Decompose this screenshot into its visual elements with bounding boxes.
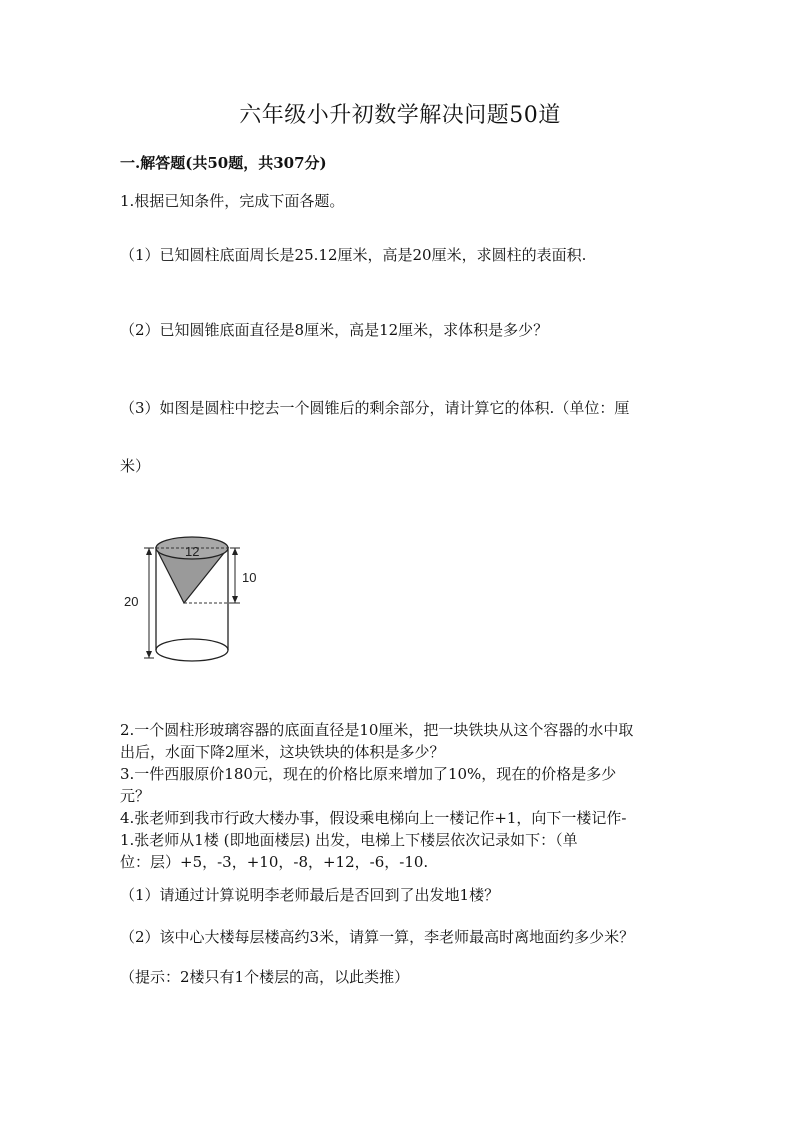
question-4-part-2: （2）该中心大楼每层楼高约3米，请算一算，李老师最高时离地面约多少米？ (120, 928, 635, 946)
question-4-hint: （提示：2楼只有1个楼层的高，以此类推） (120, 968, 410, 986)
cylinder-cone-figure (118, 528, 268, 678)
question-1-part-1: （1）已知圆柱底面周长是25.12厘米，高是20厘米，求圆柱的表面积. (120, 246, 587, 264)
question-1-part-2: （2）已知圆锥底面直径是8厘米，高是12厘米，求体积是多少？ (120, 321, 549, 339)
document-title: 六年级小升初数学解决问题50道 (239, 103, 561, 128)
question-4-part-1: （1）请通过计算说明李老师最后是否回到了出发地1楼？ (120, 886, 500, 904)
question-4-line-3: 位：层）+5，-3，+10，-8，+12，-6，-10. (120, 853, 429, 871)
cylinder-height-label: 20 (124, 594, 139, 609)
question-2-line-1: 2.一个圆柱形玻璃容器的底面直径是10厘米，把一块铁块从这个容器的水中取 (120, 721, 634, 739)
diameter-label: 12 (185, 544, 200, 559)
section-heading: 一.解答题(共50题，共307分) (120, 154, 327, 172)
question-4 (120, 807, 680, 873)
cone-height-label: 10 (242, 570, 257, 585)
question-2-line-2: 出后，水面下降2厘米，这块铁块的体积是多少？ (120, 743, 445, 761)
question-4-line-2: 1.张老师从1楼 (即地面楼层) 出发，电梯上下楼层依次记录如下：（单 (120, 831, 578, 849)
question-3 (120, 763, 680, 807)
question-3-line-2: 元？ (120, 787, 151, 805)
question-1-part-3-line-1: （3）如图是圆柱中挖去一个圆锥后的剩余部分，请计算它的体积.（单位：厘 (120, 399, 630, 417)
question-3-line-1: 3.一件西服原价180元，现在的价格比原来增加了10%，现在的价格是多少 (120, 765, 617, 783)
question-4-line-1: 4.张老师到我市行政大楼办事，假设乘电梯向上一楼记作+1，向下一楼记作- (120, 809, 627, 827)
question-2 (120, 719, 680, 763)
question-1-intro: 1.根据已知条件，完成下面各题。 (120, 192, 345, 210)
cylinder-bottom-ellipse (156, 639, 228, 661)
question-1-part-3-line-2: 米） (120, 457, 151, 475)
